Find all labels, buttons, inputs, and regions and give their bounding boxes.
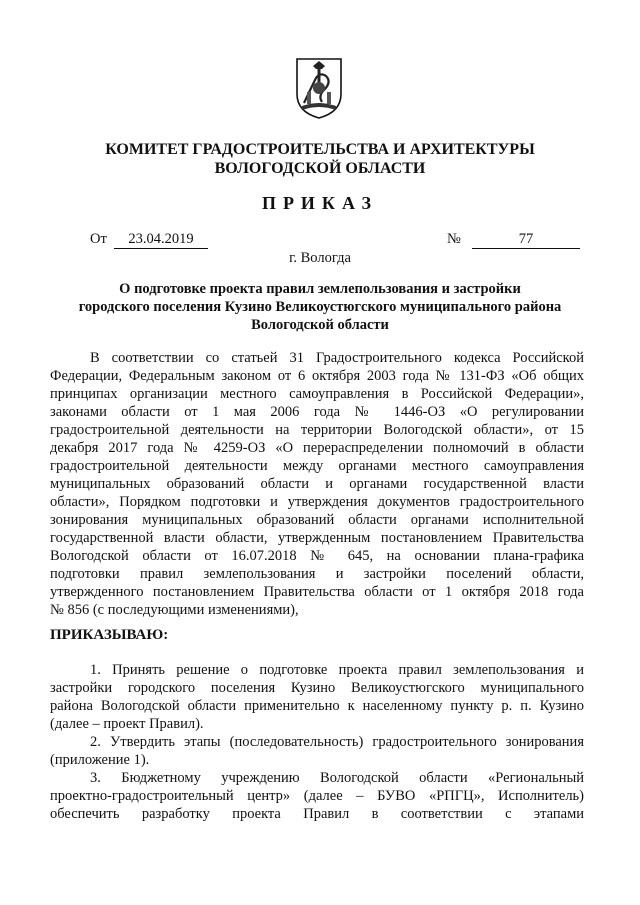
org-name-line1: КОМИТЕТ ГРАДОСТРОИТЕЛЬСТВА И АРХИТЕКТУРЫ (105, 141, 535, 158)
preamble-line: муниципальных образований области и органами государственной власти (50, 476, 584, 492)
preamble-line: области», Порядком подготовки и утверждения документов градостроительного (50, 494, 584, 510)
item-line: района Вологодской области применительно к населенному пункту р. п. Кузино (50, 698, 584, 714)
item-line: (далее – проект Правил). (50, 716, 204, 732)
preamble-line: декабря 2017 года № 4259-ОЗ «О перераспределении полномочий в области (50, 440, 584, 456)
item-line: 1. Принять решение о подготовке проекта правил землепользования и (90, 662, 584, 678)
preamble-line: № 856 (с последующими изменениями), (50, 602, 299, 618)
preamble-line: градостроительной деятельности между органами местного самоуправления (50, 458, 584, 474)
city-name: г. Вологда (289, 250, 351, 266)
item-line: проектно-градостроительный центр» (далее – БУВО «РПГЦ», Исполнитель) (50, 788, 584, 804)
item-line: 2. Утвердить этапы (последовательность) градостроительного зонирования (90, 734, 584, 750)
preamble-line: зонирования муниципальных образований области органами исполнительной (50, 512, 584, 528)
coat-of-arms-icon (294, 56, 344, 120)
preamble-line: В соответствии со статьей 31 Градостроительного кодекса Российской (90, 350, 584, 366)
preamble-line: принципах организации местного самоуправления в Российской Федерации», (50, 386, 584, 402)
item-line: обеспечить разработку проекта Правил в соответствии с этапами (50, 806, 584, 822)
org-name-line2: ВОЛОГОДСКОЙ ОБЛАСТИ (214, 160, 426, 177)
document-title: ПРИКАЗ (261, 193, 379, 213)
document-date: 23.04.2019 (114, 231, 208, 249)
preamble-line: градостроительной деятельности на территории Вологодской области», от 15 (50, 422, 584, 438)
document-number: 77 (472, 231, 580, 249)
subject-line: городского поселения Кузино Великоустюгского муниципального района (78, 299, 562, 315)
item-line: (приложение 1). (50, 752, 150, 768)
date-prefix: От (90, 231, 107, 247)
subject-line: Вологодской области (251, 317, 389, 333)
preamble-line: законами области от 1 мая 2006 года № 1446-ОЗ «О регулировании (50, 404, 584, 420)
preamble-line: государственной власти области, утвержденным постановлением Правительства (50, 530, 584, 546)
preamble-line: утвержденного постановлением Правительства области от 1 октября 2018 года (50, 584, 584, 600)
number-sign: № (447, 231, 461, 247)
subject-line: О подготовке проекта правил землепользования и застройки (119, 281, 521, 297)
preamble-line: Федерации, Федеральным законом от 6 октября 2003 года № 131-ФЗ «Об общих (50, 368, 584, 384)
preamble-line: Вологодской области от 16.07.2018 № 645, на основании плана-графика (50, 548, 584, 564)
preamble-line: подготовки правил землепользования и застройки поселений области, (50, 566, 584, 582)
order-heading: ПРИКАЗЫВАЮ: (50, 627, 169, 643)
item-line: 3. Бюджетному учреждению Вологодской области «Региональный (90, 770, 584, 786)
item-line: застройки городского поселения Кузино Великоустюгского муниципального (50, 680, 584, 696)
